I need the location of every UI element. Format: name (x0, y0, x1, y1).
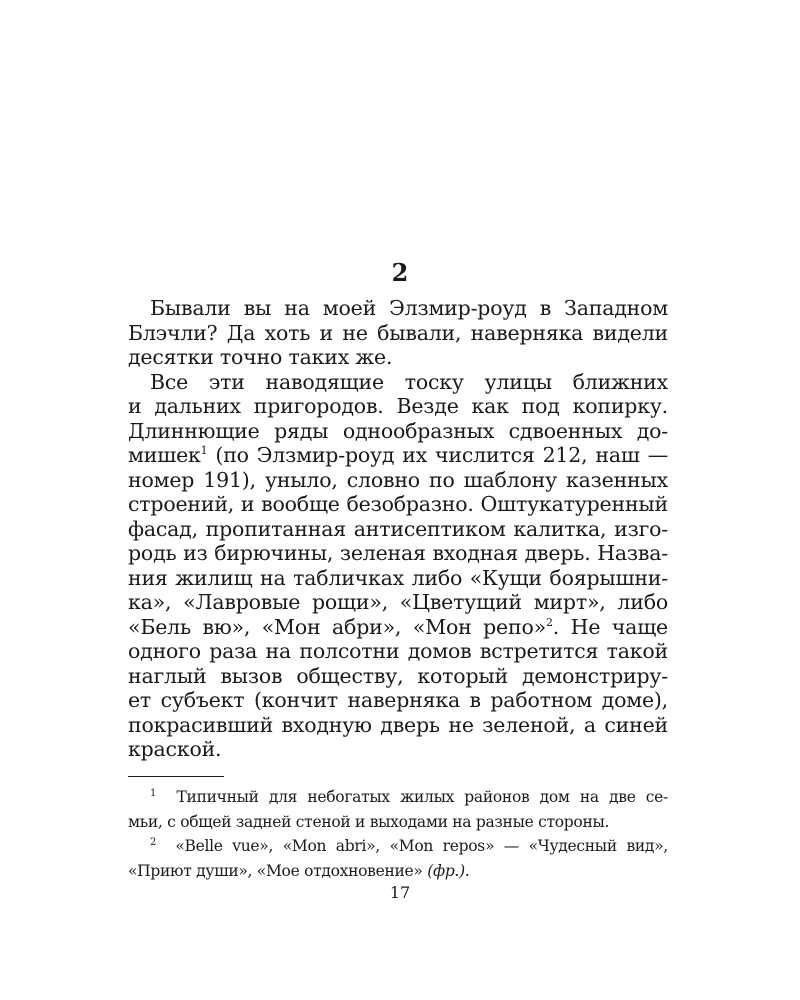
text-line: ния жилищ на табличках либо «Кущи боярышни- (128, 565, 668, 590)
footnote-ref-1[interactable]: 1 (200, 444, 208, 458)
text-line: родь из бирючины, зеленая входная дверь. Назва- (128, 541, 668, 565)
text-line: одного раза на полсотни домов встретится такой (128, 639, 668, 663)
text-line: и дальних пригородов. Везде как под копирку. (128, 394, 668, 418)
text-fragment: . Не чаще (552, 614, 668, 639)
text-line: номер 191), уныло, словно по шаблону казенных (128, 467, 668, 492)
text-line: десятки точно таких же. (128, 345, 393, 369)
paragraph-2 (128, 370, 668, 762)
footnote-2 (128, 835, 668, 884)
footnote-ref-2[interactable]: 2 (545, 615, 553, 629)
text-line (128, 443, 668, 468)
text-fragment: «Приют души», «Мое отдохновение» (128, 861, 423, 880)
text-line: ет субъект (кончит наверняка в работном доме), (128, 688, 668, 712)
text-fragment: мишек (128, 443, 201, 467)
text-line: краской. (128, 737, 222, 761)
chapter-number: 2 (391, 258, 409, 287)
text-line: покрасивший входную дверь не зеленой, а синей (128, 712, 668, 737)
text-line: фасад, пропитанная антисептиком калитка, изго- (128, 516, 668, 541)
footnote-number: 2 (150, 836, 157, 848)
footnote-divider (128, 776, 224, 777)
text-line: наглый вызов обществу, который демонстриру- (128, 663, 668, 688)
footnote-line (128, 786, 668, 811)
text-line: Бывали вы на моей Элзмир-роуд в Западном (150, 296, 668, 320)
text-fragment: (фр.). (427, 861, 470, 880)
footnote-1 (128, 786, 668, 835)
paragraph-1 (128, 296, 668, 370)
footnote-line (128, 860, 668, 885)
page-number: 17 (389, 883, 411, 902)
text-line (128, 615, 668, 640)
footnote-line (128, 835, 668, 860)
footnotes (128, 786, 668, 884)
text-fragment: «Belle vue», «Mon abri», «Mon repos» — «Чудесный вид», (175, 837, 668, 855)
text-line: ка», «Лавровые рощи», «Цветущий мирт», либо (128, 590, 668, 614)
footnote-line: мьи, с общей задней стеной и выходами на разные стороны. (128, 812, 610, 831)
text-line: строений, и вообще безобразно. Оштукатуренный (128, 492, 668, 516)
text-line: Блэчли? Да хоть и не бывали, наверняка видели (128, 320, 668, 345)
text-fragment: «Бель вю», «Мон абри», «Мон репо» (128, 614, 546, 639)
text-fragment: Типичный для небогатых жилых районов дом на две се- (176, 788, 668, 806)
footnote-number: 1 (150, 787, 157, 799)
text-line: Длиннющие ряды однообразных сдвоенных до- (128, 418, 668, 443)
main-text (128, 296, 668, 762)
text-fragment: (по Элзмир-роуд их числится 212, наш — (215, 443, 668, 467)
text-line: Все эти наводящие тоску улицы ближних (150, 369, 668, 394)
